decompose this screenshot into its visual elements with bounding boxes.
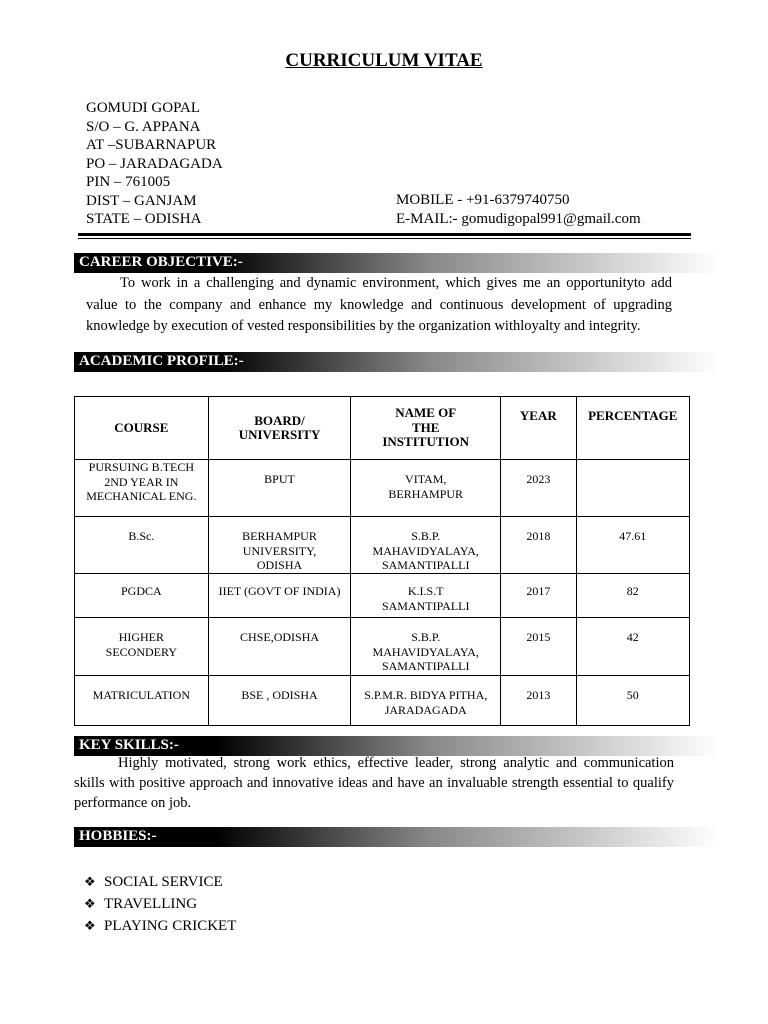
cell-board: BPUT	[208, 460, 351, 517]
col-institution: NAME OF THE INSTITUTION	[351, 397, 501, 460]
cell-percentage: 50	[576, 676, 689, 726]
hobby-label: TRAVELLING	[104, 896, 198, 912]
address-at: AT –SUBARNAPUR	[86, 137, 217, 153]
diamond-bullet-icon: ❖	[84, 874, 96, 889]
diamond-bullet-icon: ❖	[84, 918, 96, 933]
cell-board: BERHAMPUR UNIVERSITY, ODISHA	[208, 517, 351, 574]
hobbies-list	[84, 871, 236, 937]
header-divider-thick	[78, 233, 691, 236]
cell-course: PURSUING B.TECH 2ND YEAR IN MECHANICAL ENG.	[75, 460, 209, 517]
address-dist: DIST – GANJAM	[86, 192, 197, 209]
cell-year: 2018	[501, 517, 576, 574]
key-skills-heading-text: KEY SKILLS:-	[79, 737, 179, 753]
cell-institution: S.P.M.R. BIDYA PITHA, JARADAGADA	[351, 676, 501, 726]
academic-profile-heading	[74, 352, 720, 372]
col-percentage: PERCENTAGE	[576, 397, 689, 460]
career-objective-text	[86, 273, 672, 338]
table-row	[75, 676, 690, 726]
table-row	[75, 460, 690, 517]
cell-year: 2015	[501, 618, 576, 676]
email-address: E-MAIL:- gomudigopal991@gmail.com	[396, 210, 641, 227]
cell-course: HIGHER SECONDERY	[75, 618, 209, 676]
cell-course: MATRICULATION	[75, 676, 209, 726]
cell-year: 2023	[501, 460, 576, 517]
cell-institution: S.B.P. MAHAVIDYALAYA, SAMANTIPALLI	[351, 618, 501, 676]
table-row	[75, 574, 690, 618]
diamond-bullet-icon: ❖	[84, 896, 96, 911]
list-item	[84, 915, 236, 937]
cell-year: 2013	[501, 676, 576, 726]
col-course: COURSE	[75, 397, 209, 460]
cell-institution: VITAM, BERHAMPUR	[351, 460, 501, 517]
academic-table	[74, 396, 690, 726]
page-title: CURRICULUM VITAE	[285, 50, 483, 71]
key-skills-text	[74, 753, 674, 813]
cell-percentage: 82	[576, 574, 689, 618]
academic-profile-heading-text: ACADEMIC PROFILE:-	[79, 353, 244, 369]
cell-institution: K.I.S.T SAMANTIPALLI	[351, 574, 501, 618]
key-skills-body: Highly motivated, strong work ethics, effective leader, strong analytic and communication skills with positive approach and innovative ideas and have an invaluable strength essential to qualify performance on job.	[74, 755, 674, 811]
table-row	[75, 517, 690, 574]
career-objective-heading-text: CAREER OBJECTIVE:-	[79, 254, 243, 270]
cell-course: PGDCA	[75, 574, 209, 618]
cell-board: CHSE,ODISHA	[208, 618, 351, 676]
cell-year: 2017	[501, 574, 576, 618]
cell-course: B.Sc.	[75, 517, 209, 574]
list-item	[84, 893, 236, 915]
cell-board: IIET (GOVT OF INDIA)	[208, 574, 351, 618]
address-so: S/O – G. APPANA	[86, 118, 201, 135]
hobbies-heading-text: HOBBIES:-	[79, 828, 157, 844]
address-po: PO – JARADAGADA	[86, 155, 223, 172]
list-item	[84, 871, 236, 893]
cell-percentage	[576, 460, 689, 517]
cell-institution: S.B.P. MAHAVIDYALAYA, SAMANTIPALLI	[351, 517, 501, 574]
cell-board: BSE , ODISHA	[208, 676, 351, 726]
career-objective-heading	[74, 253, 720, 273]
hobbies-heading	[74, 827, 720, 847]
candidate-name: GOMUDI GOPAL	[86, 100, 201, 116]
address-pin: PIN – 761005	[86, 174, 171, 190]
col-year: YEAR	[501, 397, 576, 460]
cell-percentage: 42	[576, 618, 689, 676]
hobby-label: SOCIAL SERVICE	[104, 874, 223, 890]
career-objective-body: To work in a challenging and dynamic environment, which gives me an opportunityto add value to the company and enhance my knowledge and continuous development of upgrading knowledge by execution of vested responsibilities by the organization withloyalty and integrity.	[86, 275, 672, 334]
address-block	[86, 99, 223, 229]
col-board: BOARD/ UNIVERSITY	[208, 397, 351, 460]
contact-block	[396, 191, 641, 228]
header-divider-thin	[78, 238, 691, 239]
table-row	[75, 618, 690, 676]
mobile-number: MOBILE - +91-6379740750	[396, 192, 570, 208]
hobby-label: PLAYING CRICKET	[104, 918, 237, 934]
cell-percentage: 47.61	[576, 517, 689, 574]
academic-table-header	[75, 397, 690, 460]
address-state: STATE – ODISHA	[86, 211, 202, 227]
